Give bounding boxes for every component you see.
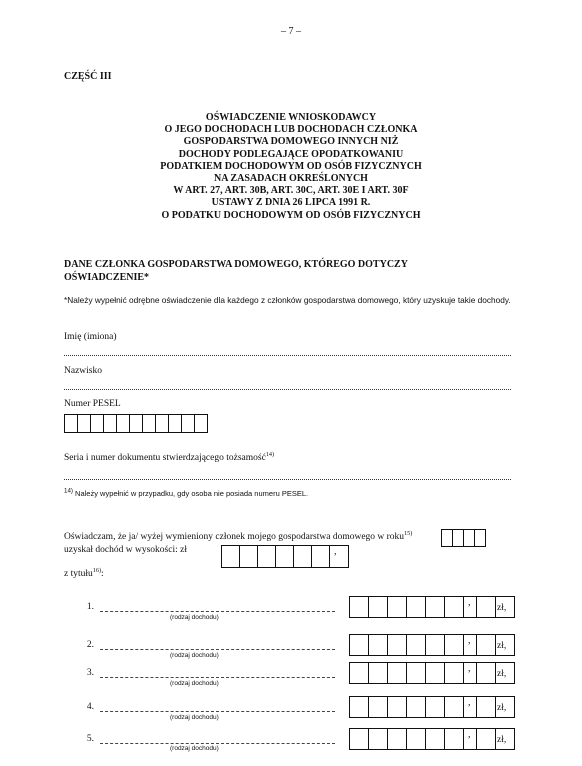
- amount-digit-box[interactable]: [387, 634, 407, 656]
- currency-label: zł,: [497, 603, 507, 613]
- decimal-separator-box: [329, 545, 349, 568]
- income-type-hint: (rodzaj dochodu): [170, 652, 219, 659]
- amount-digit-box[interactable]: [476, 634, 496, 656]
- pesel-digit-box[interactable]: [181, 414, 195, 433]
- part-label: CZĘŚĆ III: [64, 71, 112, 82]
- footnote-ref: 14): [265, 450, 275, 458]
- income-row-number: 3.: [86, 668, 94, 678]
- income-type-hint: (rodzaj dochodu): [170, 614, 219, 621]
- amount-digit-box[interactable]: [275, 545, 294, 568]
- pesel-digit-box[interactable]: [142, 414, 156, 433]
- income-amount-field[interactable]: [349, 662, 515, 684]
- amount-digit-box[interactable]: [368, 596, 388, 618]
- amount-digit-box[interactable]: [444, 662, 464, 684]
- amount-digit-box[interactable]: [476, 662, 496, 684]
- amount-digit-box[interactable]: [425, 696, 445, 718]
- pesel-digit-box[interactable]: [103, 414, 117, 433]
- amount-digit-box[interactable]: [349, 728, 369, 750]
- decimal-separator-box: [463, 634, 477, 656]
- pesel-digit-box[interactable]: [194, 414, 208, 433]
- amount-digit-box[interactable]: [444, 696, 464, 718]
- amount-digit-box[interactable]: [387, 596, 407, 618]
- pesel-field[interactable]: [64, 414, 208, 433]
- amount-digit-box[interactable]: [221, 545, 240, 568]
- income-type-field[interactable]: [100, 611, 335, 612]
- income-source-text: z tytułu: [64, 569, 93, 579]
- currency-label: zł,: [497, 641, 507, 651]
- decimal-separator-box: [463, 728, 477, 750]
- income-amount-field[interactable]: [349, 596, 515, 618]
- income-source-label: [64, 566, 104, 579]
- amount-digit-box[interactable]: [406, 634, 426, 656]
- amount-digit-box[interactable]: [257, 545, 276, 568]
- surname-field[interactable]: [64, 389, 511, 390]
- declaration-part2: uzyskał dochód w wysokości: zł: [64, 545, 187, 555]
- surname-label: Nazwisko: [64, 366, 102, 376]
- pesel-digit-box[interactable]: [168, 414, 182, 433]
- decimal-comma: ,: [334, 546, 337, 557]
- amount-digit-box[interactable]: [387, 696, 407, 718]
- decimal-separator-box: [463, 662, 477, 684]
- amount-digit-box[interactable]: [476, 728, 496, 750]
- title-line: O PODATKU DOCHODOWYM OD OSÓB FIZYCZNYCH: [161, 209, 421, 221]
- footnote-ref: 15): [404, 529, 413, 537]
- amount-digit-box[interactable]: [387, 728, 407, 750]
- amount-digit-box[interactable]: [387, 662, 407, 684]
- currency-label: zł,: [497, 735, 507, 745]
- title-line: OŚWIADCZENIE WNIOSKODAWCY: [205, 112, 377, 123]
- amount-digit-box[interactable]: [425, 728, 445, 750]
- amount-digit-box[interactable]: [406, 696, 426, 718]
- section-heading: DANE CZŁONKA GOSPODARSTWA DOMOWEGO, KTÓREGO DOTYCZY OŚWIADCZENIE*: [64, 259, 408, 283]
- income-row-number: 1.: [86, 602, 94, 612]
- pesel-digit-box[interactable]: [155, 414, 169, 433]
- amount-digit-box[interactable]: [349, 596, 369, 618]
- title-line: GOSPODARSTWA DOMOWEGO INNYCH NIŻ: [183, 136, 399, 148]
- amount-digit-box[interactable]: [406, 596, 426, 618]
- income-row-number: 4.: [86, 702, 94, 712]
- income-row-number: 5.: [86, 734, 94, 744]
- income-source-colon: :: [101, 569, 104, 579]
- income-type-field[interactable]: [100, 677, 335, 678]
- decimal-comma: ,: [468, 697, 471, 708]
- income-amount-field[interactable]: [349, 728, 515, 750]
- first-name-field[interactable]: [64, 355, 511, 356]
- decimal-separator-box: [463, 696, 477, 718]
- title-line: PODATKIEM DOCHODOWYM OD OSÓB FIZYCZNYCH: [160, 160, 422, 172]
- footnote-mark: 14): [64, 487, 73, 495]
- amount-digit-box[interactable]: [425, 596, 445, 618]
- pesel-digit-box[interactable]: [116, 414, 130, 433]
- pesel-digit-box[interactable]: [64, 414, 78, 433]
- currency-label: zł,: [497, 703, 507, 713]
- id-document-label: [64, 450, 275, 463]
- first-name-label: Imię (imiona): [64, 332, 117, 342]
- amount-digit-box[interactable]: [349, 634, 369, 656]
- income-type-field[interactable]: [100, 649, 335, 650]
- amount-digit-box[interactable]: [425, 662, 445, 684]
- amount-digit-box[interactable]: [425, 634, 445, 656]
- year-digit-box[interactable]: [474, 529, 486, 547]
- pesel-digit-box[interactable]: [129, 414, 143, 433]
- income-amount-field[interactable]: [349, 634, 515, 656]
- amount-digit-box[interactable]: [368, 634, 388, 656]
- amount-digit-box[interactable]: [406, 728, 426, 750]
- income-amount-field[interactable]: [349, 696, 515, 718]
- income-type-hint: (rodzaj dochodu): [170, 680, 219, 687]
- year-field[interactable]: [441, 529, 486, 547]
- amount-digit-box[interactable]: [368, 728, 388, 750]
- form-title: [90, 112, 492, 222]
- income-row-number: 2.: [86, 640, 94, 650]
- title-line: USTAWY Z DNIA 26 LIPCA 1991 R.: [211, 197, 371, 209]
- amount-digit-box[interactable]: [476, 696, 496, 718]
- pesel-digit-box[interactable]: [90, 414, 104, 433]
- amount-digit-box[interactable]: [349, 662, 369, 684]
- instruction-note: *Należy wypełnić odrębne oświadczenie dla każdego z członków gospodarstwa domowego, który uzyskuje takie dochody.: [64, 295, 511, 305]
- title-line: DOCHODY PODLEGAJĄCE OPODATKOWANIU: [178, 148, 404, 160]
- title-line: NA ZASADACH OKREŚLONYCH: [214, 173, 368, 185]
- declaration-part1: Oświadczam, że ja/ wyżej wymieniony członek mojego gospodarstwa domowego w roku: [64, 532, 405, 542]
- amount-digit-box[interactable]: [293, 545, 312, 568]
- pesel-label: Numer PESEL: [64, 399, 121, 409]
- amount-digit-box[interactable]: [444, 634, 464, 656]
- amount-digit-box[interactable]: [349, 696, 369, 718]
- amount-digit-box[interactable]: [444, 728, 464, 750]
- amount-digit-box[interactable]: [476, 596, 496, 618]
- currency-label: zł,: [497, 669, 507, 679]
- footnote-text: Należy wypełnić w przypadku, gdy osoba nie posiada numeru PESEL.: [72, 489, 309, 498]
- amount-digit-box[interactable]: [239, 545, 258, 568]
- decimal-comma: ,: [468, 729, 471, 740]
- income-type-hint: (rodzaj dochodu): [170, 745, 219, 752]
- decimal-comma: ,: [468, 663, 471, 674]
- title-line: O JEGO DOCHODACH LUB DOCHODACH CZŁONKA: [164, 124, 418, 136]
- decimal-separator-box: [463, 596, 477, 618]
- id-document-label-text: Seria i numer dokumentu stwierdzającego tożsamość: [64, 453, 266, 463]
- income-type-hint: (rodzaj dochodu): [170, 714, 219, 721]
- amount-digit-box[interactable]: [368, 662, 388, 684]
- footnote: [64, 489, 308, 498]
- total-income-field[interactable]: [221, 545, 349, 568]
- income-type-field[interactable]: [100, 711, 335, 712]
- amount-digit-box[interactable]: [368, 696, 388, 718]
- amount-digit-box[interactable]: [406, 662, 426, 684]
- page-number: – 7 –: [281, 26, 301, 37]
- decimal-comma: ,: [468, 597, 471, 608]
- amount-digit-box[interactable]: [311, 545, 330, 568]
- title-line: W ART. 27, ART. 30B, ART. 30C, ART. 30E I ART. 30F: [173, 185, 409, 197]
- footnote-ref: 16): [92, 566, 102, 574]
- id-document-field[interactable]: [64, 479, 511, 480]
- decimal-comma: ,: [468, 635, 471, 646]
- amount-digit-box[interactable]: [444, 596, 464, 618]
- income-type-field[interactable]: [100, 743, 335, 744]
- pesel-digit-box[interactable]: [77, 414, 91, 433]
